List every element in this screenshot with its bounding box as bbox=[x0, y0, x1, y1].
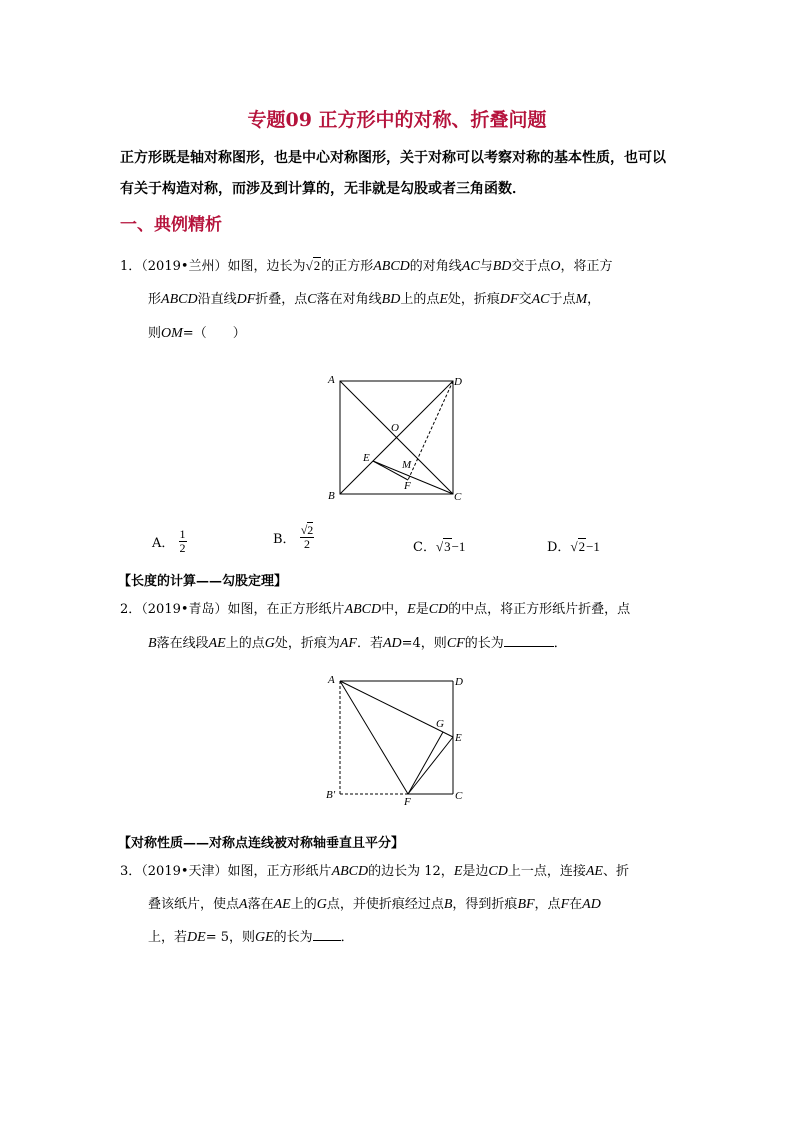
q1-sqrt: √2 bbox=[305, 258, 321, 273]
q2-label-g: G bbox=[436, 718, 444, 730]
q2-label-f: F bbox=[404, 796, 411, 808]
intro-line-1: 正方形既是轴对称图形，也是中心对称图形，关于对称可以考察对称的基本性质，也可以 bbox=[120, 150, 666, 166]
section-heading: 一、典例精析 bbox=[120, 215, 222, 235]
q1-line-1: 1．（2019•兰州）如图，边长为√2的正方形ABCD的对角线AC与BD交于点O，将正方 bbox=[120, 258, 613, 274]
q1-label-m: M bbox=[402, 459, 412, 471]
q1-option-d: D．√2−1 bbox=[547, 539, 600, 555]
q1-option-c: C．√3−1 bbox=[413, 539, 466, 555]
q2-label-c: C bbox=[455, 790, 463, 802]
q2-line-2: B落在线段AE上的点G处，折痕为AF．若AD=4，则CF的长为 ． bbox=[148, 636, 567, 651]
q2-segment-fe bbox=[408, 737, 453, 794]
q2-line-1: 2．（2019•青岛）如图，在正方形纸片ABCD中，E是CD的中点，将正方形纸片折叠，点 bbox=[120, 602, 631, 617]
q2-segment-fg bbox=[408, 732, 443, 794]
q2-label-d: D bbox=[455, 676, 463, 688]
q1-label-e: E bbox=[363, 452, 370, 464]
q2-label-a: A bbox=[328, 674, 335, 686]
q3-answer-blank bbox=[313, 928, 341, 941]
q2-figure bbox=[322, 672, 472, 808]
q1-label-b: B bbox=[328, 490, 335, 502]
q3-line-3: 上，若DE= 5，则GE的长为 ． bbox=[148, 930, 354, 945]
q1-figure bbox=[320, 372, 470, 504]
q1-line-2: 形ABCD沿直线DF折叠，点C落在对角线BD上的点E处，折痕DF交AC于点M， bbox=[148, 292, 601, 307]
q1-option-a: A． $\frac{1}{2}$ bbox=[152, 527, 186, 555]
q2-label-b: B' bbox=[326, 789, 336, 801]
q1-label-d: D bbox=[454, 376, 462, 388]
q1-option-b: B． $\frac{√2}{2}$ bbox=[273, 523, 314, 551]
tag-pythagoras: 【长度的计算——勾股定理】 bbox=[118, 574, 288, 589]
q1-label-o: O bbox=[391, 422, 399, 434]
q3-line-1: 3．（2019•天津）如图，正方形纸片ABCD的边长为 12，E是边CD上一点，连接AE、折 bbox=[120, 864, 629, 879]
tag-symmetry: 【对称性质——对称点连线被对称轴垂直且平分】 bbox=[118, 836, 405, 851]
q2-answer-blank bbox=[504, 634, 554, 647]
q1-line-3: 则OM=（ ） bbox=[148, 326, 246, 341]
q1-label-a: A bbox=[328, 374, 335, 386]
q1-label-c: C bbox=[454, 491, 462, 503]
q2-label-e: E bbox=[455, 732, 462, 744]
intro-line-2: 有关于构造对称，而涉及到计算的，无非就是勾股或者三角函数． bbox=[120, 181, 526, 197]
q1-segment-ec bbox=[373, 461, 453, 494]
q1-label-f: F bbox=[404, 480, 411, 492]
page-title: 专题09 正方形中的对称、折叠问题 bbox=[247, 109, 547, 131]
q3-line-2: 叠该纸片，使点A落在AE上的G点，并使折痕经过点B，得到折痕BF，点F在AD bbox=[148, 897, 601, 912]
q1-fold-line-df bbox=[408, 381, 453, 480]
